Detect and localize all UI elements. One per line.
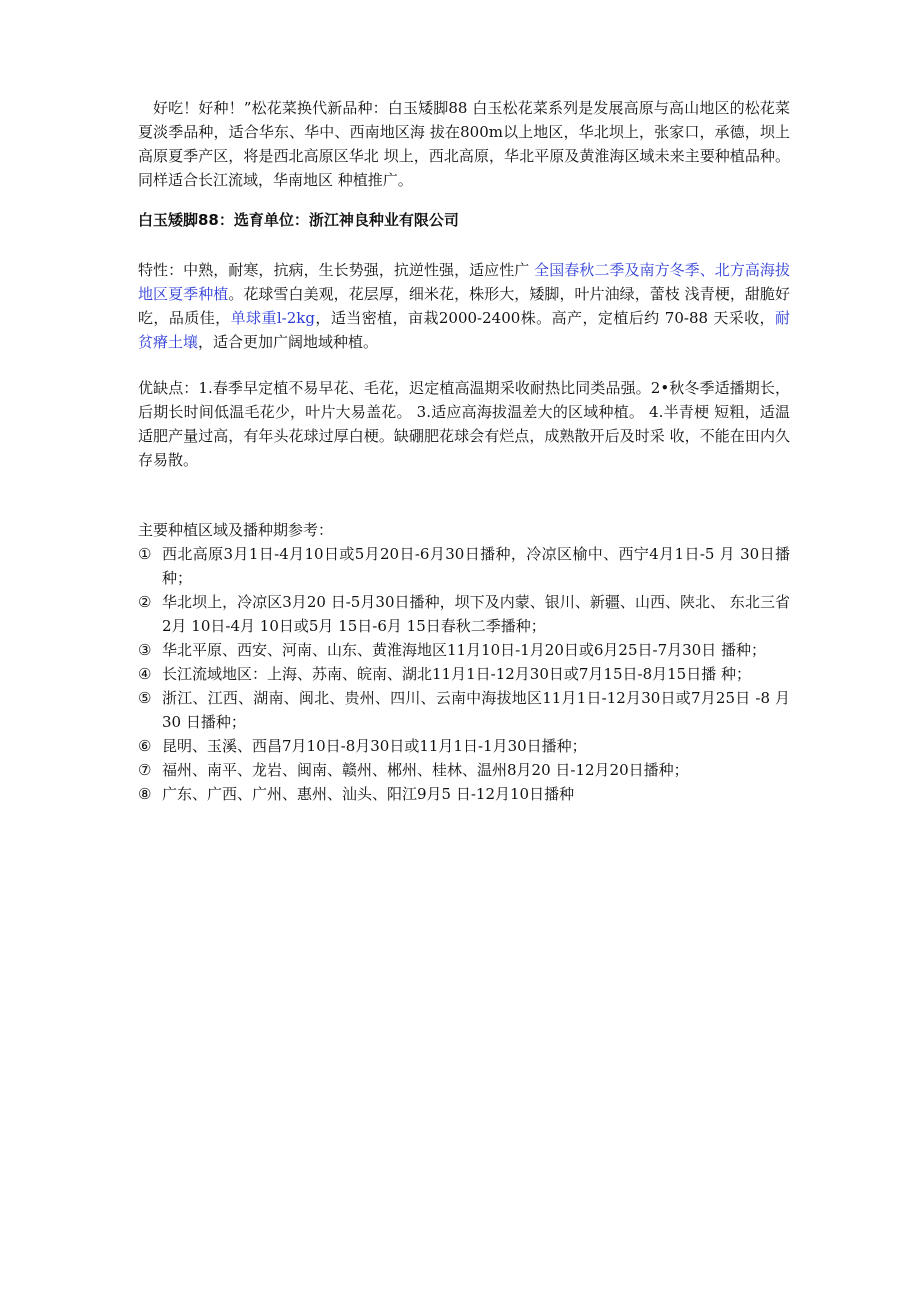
- list-item: [138, 758, 790, 782]
- list-item: [138, 734, 790, 758]
- list-item: [138, 542, 790, 590]
- features-highlight-weight: 单球重l-2kg: [230, 309, 315, 327]
- list-number: ①: [138, 545, 152, 563]
- list-number: ③: [138, 641, 152, 659]
- features-paragraph: [138, 258, 790, 354]
- list-text: 华北坝上，冷凉区3月20 日-5月30日播种，坝下及内蒙、银川、新疆、山西、陕北、 东北三省2月 10日-4月 10日或5月 15日-6月 15日春秋二季播种；: [162, 593, 790, 635]
- list-number: ④: [138, 665, 152, 683]
- list-text: 浙江、江西、湖南、闽北、贵州、四川、云南中海拔地区11月1日-12月30日或7月25日 -8 月 30 日播种；: [162, 689, 790, 731]
- list-number: ⑧: [138, 785, 152, 803]
- list-text: 福州、南平、龙岩、闽南、赣州、郴州、桂林、温州8月20 日-12月20日播种；: [162, 761, 689, 779]
- list-text: 昆明、玉溪、西昌7月10日-8月30日或11月1日-1月30日播种；: [162, 737, 587, 755]
- features-highlight-region: 全国春秋二季及南方冬季、北方高海拔地区夏季种植: [138, 261, 790, 303]
- list-item: [138, 782, 790, 806]
- list-item: [138, 590, 790, 638]
- list-number: ⑦: [138, 761, 152, 779]
- list-item: [138, 686, 790, 734]
- features-text-3: ，适当密植，亩栽2000-2400株。高产，定植后约 70-88 天采收，: [315, 309, 775, 327]
- list-text: 西北高原3月1日-4月10日或5月20日-6月30日播种，冷凉区榆中、西宁4月1日-5 月 30日播种；: [162, 545, 790, 587]
- intro-paragraph: 好吃！好种！”松花菜换代新品种：白玉矮脚88 白玉松花菜系列是发展高原与高山地区的松花菜夏淡季品种，适合华东、华中、西南地区海 拔在800m以上地区，华北坝上，张家口，承德，坝上高原夏季产区，将是西北高原区华北 坝上，西北高原，华北平原及黄淮海区域未来主要种植品种。同样适合长江流域，华南地区 种植推广。: [138, 99, 790, 189]
- list-text: 长江流域地区：上海、苏南、皖南、湖北11月1日-12月30日或7月15日-8月15日播 种；: [162, 665, 751, 683]
- list-item: [138, 662, 790, 686]
- features-text-1: 特性：中熟，耐寒，抗病，生长势强，抗逆性强，适应性广: [138, 261, 535, 279]
- list-text: 广东、广西、广州、惠州、汕头、阳江9月5 日-12月10日播种: [162, 785, 575, 803]
- planting-regions-section: [138, 518, 790, 806]
- list-item: [138, 638, 790, 662]
- features-text-2: 。花球雪白美观，花层厚，细米花，株形大，矮脚，叶片油绿，蕾枝 浅青梗，甜脆好吃，品质佳，: [138, 285, 790, 327]
- regions-title: 主要种植区域及播种期参考：: [138, 521, 334, 539]
- features-highlight-soil: 耐贫瘠土壤: [138, 309, 790, 351]
- list-number: ⑤: [138, 689, 152, 707]
- list-number: ②: [138, 593, 152, 611]
- features-text-4: ，适合更加广阔地域种植。: [198, 333, 379, 351]
- list-text: 华北平原、西安、河南、山东、黄淮海地区11月10日-1月20日或6月25日-7月30日 播种；: [162, 641, 766, 659]
- list-number: ⑥: [138, 737, 152, 755]
- variety-heading: 白玉矮脚88：选育单位：浙江神良种业有限公司: [138, 211, 459, 229]
- pros-cons-paragraph: 优缺点：1.春季早定植不易早花、毛花，迟定植高温期采收耐热比同类品强。2•秋冬季适播期长，后期长时间低温毛花少，叶片大易盖花。 3.适应高海拔温差大的区域种植。 4.半青梗 短粗，适温适肥产量过高，有年头花球过厚白梗。缺硼肥花球会有烂点，成熟散开后及时采 收，不能在田内久存易散。: [138, 379, 790, 469]
